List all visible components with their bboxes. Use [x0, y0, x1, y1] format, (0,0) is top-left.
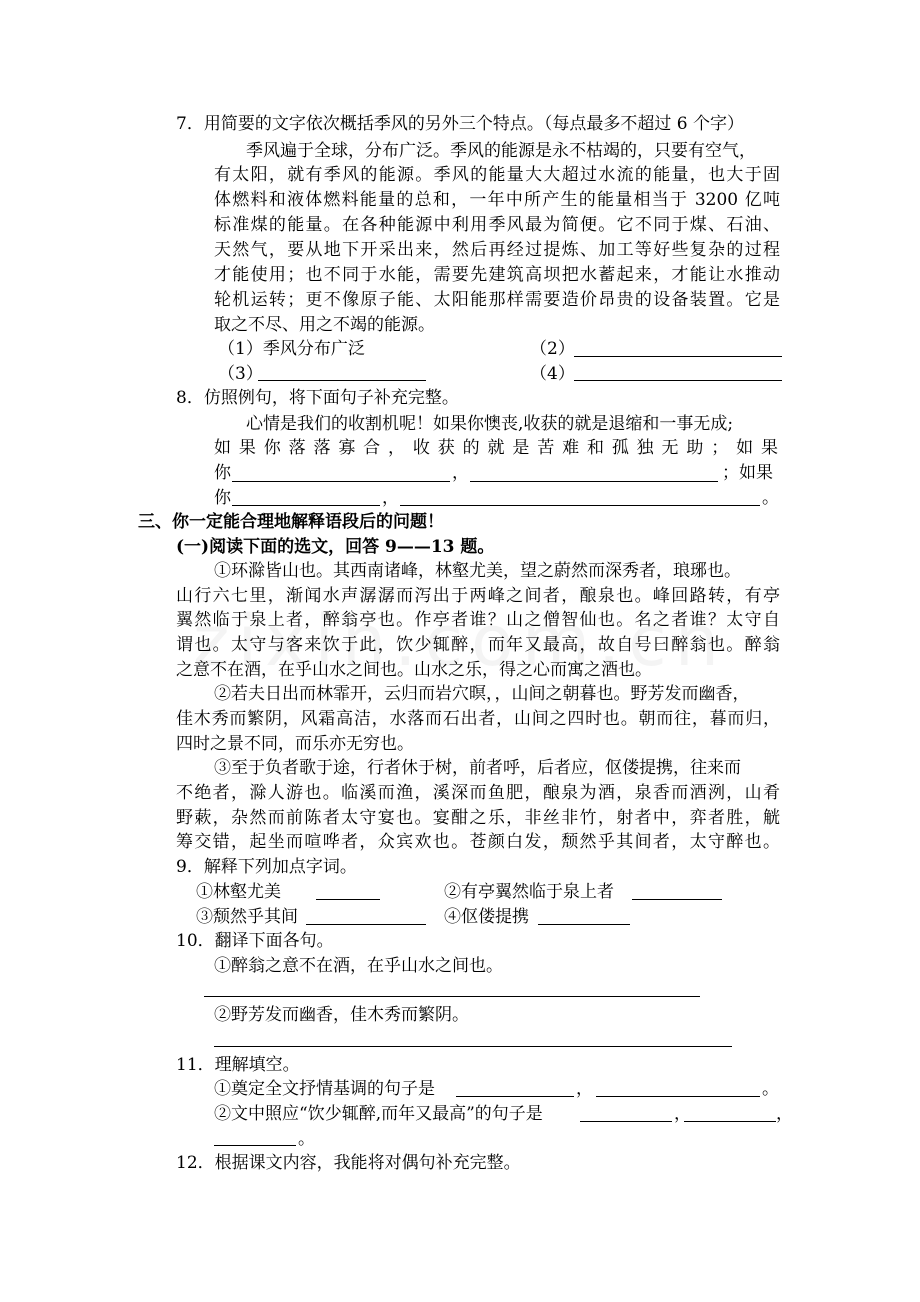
q10-answer-line-2[interactable]	[214, 1046, 732, 1047]
reading-p3-line-1: ③至于负者歌于途，行者休于树，前者呼，后者应，伛偻提携，往来而	[214, 758, 741, 778]
reading-p1-line-5: 之意不在酒，在乎山水之间也。山水之乐，得之心而寓之酒也。	[176, 660, 652, 680]
section-3-heading: 三、你一定能合理地解释语段后的问题！	[138, 512, 444, 532]
q11-blank-5[interactable]	[214, 1145, 296, 1146]
q8-example-line-2: 如果你落落寡合，收获的就是苦难和孤独无助；如果	[214, 438, 780, 458]
section-3-subheading: (一)阅读下面的选文，回答 9——13 题。	[176, 537, 495, 557]
q11-period-2: 。	[298, 1129, 315, 1149]
q11-period-1: 。	[762, 1079, 779, 1099]
reading-p2-line-1: ②若夫日出而林霏开，云归而岩穴暝，，山间之朝暮也。野芳发而幽香，	[214, 684, 750, 704]
q8-comma-2: ，	[382, 488, 399, 508]
q11-comma-2: ，	[674, 1104, 691, 1124]
q7-passage-line-7: 轮机运转；更不像原子能、太阳能那样需要造价昂贵的设备装置。它是	[214, 290, 780, 310]
q12-title: 12．根据课文内容，我能将对偶句补充完整。	[176, 1153, 521, 1173]
q8-comma-1: ，	[452, 463, 469, 483]
q11-blank-3[interactable]	[580, 1121, 672, 1122]
q10-sentence-1: ①醉翁之意不在酒，在乎山水之间也。	[214, 956, 503, 976]
q9-blank-4[interactable]	[538, 924, 630, 925]
q7-passage-line-2: 有太阳，就有季风的能源。季风的能量大大超过水流的能量，也大于固	[214, 165, 780, 185]
q11-blank-1[interactable]	[456, 1096, 574, 1097]
q10-answer-line-1[interactable]	[204, 996, 700, 997]
q10-sentence-2: ②野芳发而幽香，佳木秀而繁阴。	[214, 1005, 469, 1025]
q8-period: 。	[762, 488, 779, 508]
q7-passage-line-1: 季风遍于全球，分布广泛。季风的能源是永不枯竭的，只要有空气，	[246, 141, 756, 161]
q9-title: 9．解释下列加点字词。	[176, 857, 357, 877]
q7-answer-3-blank[interactable]	[258, 380, 426, 381]
q7-answer-3-label: （3）	[218, 364, 263, 384]
q8-blank-3[interactable]	[232, 505, 380, 506]
q7-title: 7．用简要的文字依次概括季风的另外三个特点。（每点最多不超过 6 个字）	[176, 114, 744, 134]
q7-answer-2-label: （2）	[530, 339, 575, 359]
q9-item-3: ③颓然乎其间	[196, 907, 298, 927]
reading-p1-line-4: 谓也。太守与客来饮于此，饮少辄醉，而年又最高，故自号曰醉翁也。醉翁	[176, 635, 780, 655]
q11-sentence-2: ②文中照应“饮少辄醉,而年又最高”的句子是	[214, 1104, 543, 1124]
q7-answer-4-blank[interactable]	[574, 380, 782, 381]
reading-p1-line-3: 翼然临于泉上者，醉翁亭也。作亭者谁？山之僧智仙也。名之者谁？太守自	[176, 610, 780, 630]
q9-blank-2[interactable]	[632, 899, 722, 900]
q8-blank-2[interactable]	[470, 481, 718, 482]
q7-answer-1: （1）季风分布广泛	[218, 339, 365, 359]
q7-answer-4-label: （4）	[530, 364, 575, 384]
reading-p1-line-2: 山行六七里，渐闻水声潺潺而泻出于两峰之间者，酿泉也。峰回路转，有亭	[176, 586, 780, 606]
q7-passage-line-3: 体燃料和液体燃料能量的总和，一年中所产生的能量相当于 3200 亿吨	[214, 190, 780, 210]
q9-blank-1[interactable]	[316, 899, 380, 900]
reading-p3-line-3: 野蔌，杂然而前陈者太守宴也。宴酣之乐，非丝非竹，射者中，弈者胜，觥	[176, 808, 780, 828]
q9-blank-3[interactable]	[306, 924, 426, 925]
q8-blank-1[interactable]	[232, 481, 450, 482]
q11-sentence-1: ①奠定全文抒情基调的句子是	[214, 1079, 435, 1099]
reading-p3-line-2: 不绝者，滁人游也。临溪而渔，溪深而鱼肥，酿泉为酒，泉香而酒洌，山肴	[176, 783, 780, 803]
reading-p3-line-4: 筹交错，起坐而喧哗者，众宾欢也。苍颜白发，颓然乎其间者，太守醉也。	[176, 832, 780, 852]
q9-item-1: ①林壑尤美	[196, 882, 281, 902]
q8-example-line-1: 心情是我们的收割机呢！如果你懊丧,收获的就是退缩和一事无成;	[246, 414, 734, 434]
q10-title: 10．翻译下面各句。	[176, 931, 334, 951]
q8-blank-4[interactable]	[400, 505, 760, 506]
q11-blank-2[interactable]	[596, 1096, 760, 1097]
q9-item-2: ②有亭翼然临于泉上者	[444, 882, 614, 902]
q7-answer-2-blank[interactable]	[574, 356, 782, 357]
q7-passage-line-5: 天然气，要从地下开采出来，然后再经过提炼、加工等好些复杂的过程	[214, 240, 780, 260]
reading-p2-line-3: 四时之景不同，而乐亦无穷也。	[176, 734, 414, 754]
q8-line4-start: 你	[214, 488, 231, 508]
q7-passage-line-8: 取之不尽、用之不竭的能源。	[214, 315, 435, 335]
q11-blank-4[interactable]	[684, 1121, 776, 1122]
q7-passage-line-6: 才能使用；也不同于水能，需要先建筑高坝把水蓄起来，才能让水推动	[214, 265, 780, 285]
q8-title: 8．仿照例句，将下面句子补充完整。	[176, 388, 459, 408]
q11-comma-3: ，	[776, 1104, 793, 1124]
q9-item-4: ④伛偻提携	[444, 907, 529, 927]
reading-p2-line-2: 佳木秀而繁阴，风霜高洁，水落而石出者，山间之四时也。朝而往，暮而归，	[176, 709, 780, 729]
q8-line3-start: 你	[214, 463, 231, 483]
q7-passage-line-4: 标准煤的能量。在各种能源中利用季风最为简便。它不同于煤、石油、	[214, 215, 780, 235]
q11-comma-1: ，	[576, 1079, 593, 1099]
q11-title: 11．理解填空。	[176, 1055, 300, 1075]
reading-p1-line-1: ①环滁皆山也。其西南诸峰，林壑尤美，望之蔚然而深秀者，琅琊也。	[214, 561, 741, 581]
q8-if-next: ；如果	[722, 463, 773, 483]
